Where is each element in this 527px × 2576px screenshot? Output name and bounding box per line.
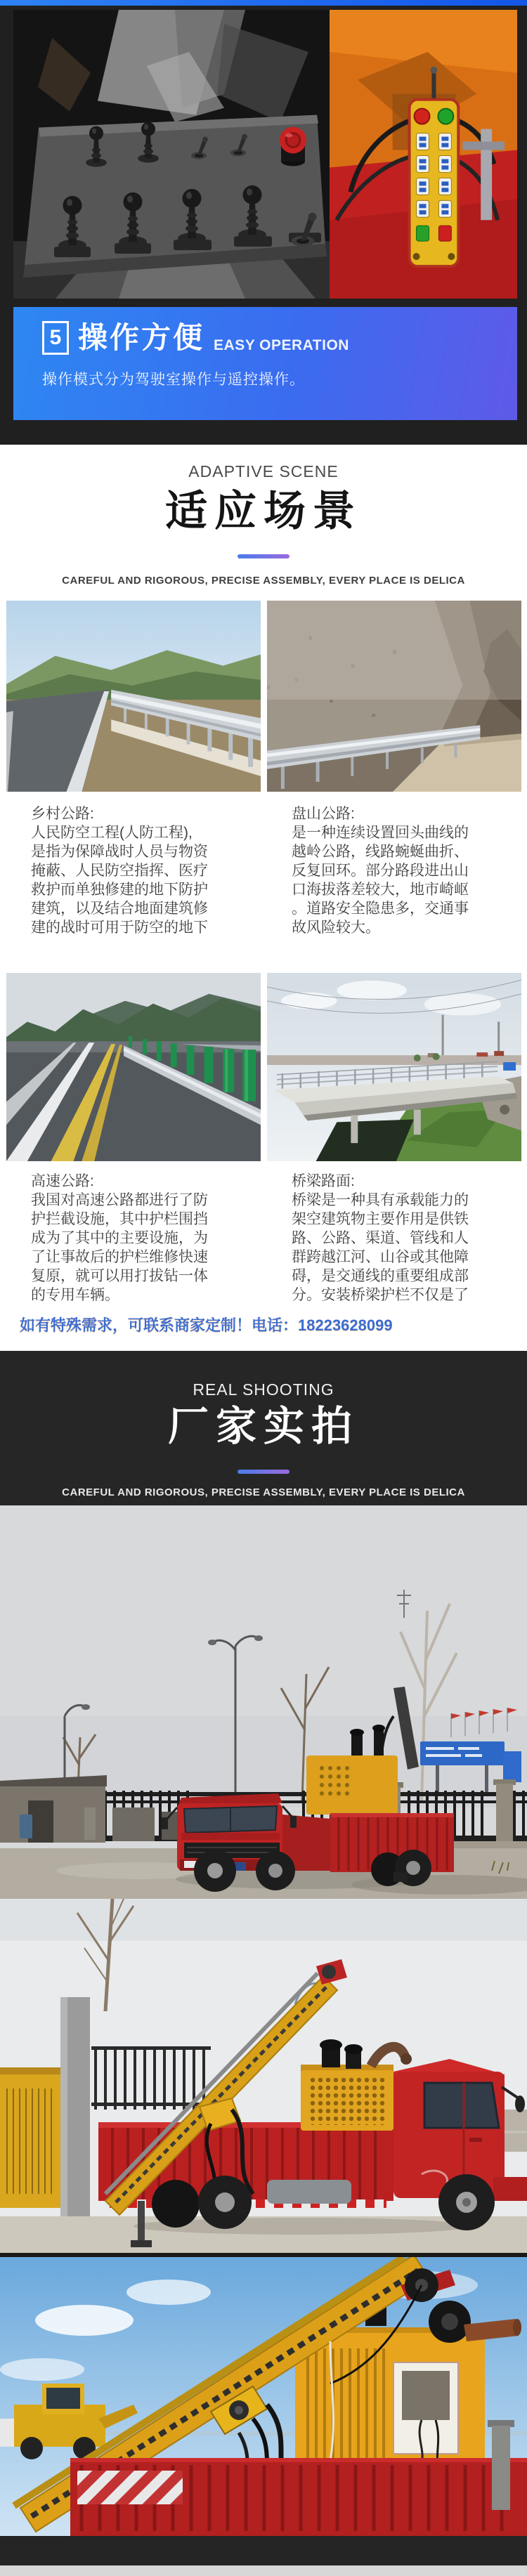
text-line: 复原，就可以用打拔钻一体 — [31, 1268, 208, 1284]
operation-banner — [13, 307, 517, 420]
text-line: 分。安装桥梁护栏不仅是了 — [292, 1287, 469, 1303]
text-block-rural-road — [6, 804, 261, 937]
cab-control-levers-photo — [13, 10, 330, 299]
text-line: 路、公路、渠道、管线和人 — [292, 1230, 469, 1246]
easy-operation-section — [0, 6, 527, 445]
text-line: 。道路安全隐患多，交通事 — [292, 901, 469, 917]
text-line: 是指为保障战时人员与物资 — [31, 844, 208, 860]
text-line: 越岭公路，线路蜿蜒曲折、 — [292, 844, 469, 860]
adaptive-tagline: CAREFUL AND RIGOROUS, PRECISE ASSEMBLY, EVERY PLACE IS DELICA — [62, 575, 465, 587]
scene-text-row-2 — [0, 1172, 527, 1305]
text-line: 救护而单独修建的地下防护 — [31, 882, 208, 898]
real-shooting-tagline: CAREFUL AND RIGOROUS, PRECISE ASSEMBLY, EVERY PLACE IS DELICA — [62, 1486, 465, 1498]
bridge-photo — [267, 973, 521, 1161]
text-line: 护拦截设施，其中护栏围挡 — [31, 1211, 208, 1227]
gradient-divider — [238, 554, 289, 558]
text-line: 反复回环。部分路段进出山 — [292, 863, 469, 879]
text-block-mountain-road — [267, 804, 521, 937]
real-shooting-heading-en: REAL SHOOTING — [193, 1380, 334, 1399]
text-line: 人民防空工程(人防工程), — [31, 825, 193, 841]
adaptive-heading-cn: 适应场景 — [165, 488, 362, 535]
text-block-title: 乡村公路: — [31, 806, 94, 822]
text-block-title: 桥梁路面: — [292, 1173, 355, 1189]
text-line: 架空建筑物主要作用是供铁 — [292, 1211, 469, 1227]
scene-text-row-1 — [0, 804, 527, 937]
bottom-light-strip — [0, 2565, 527, 2576]
text-line: 建的战时可用于防空的地下 — [31, 920, 208, 936]
industrial-remote-control-photo — [330, 10, 517, 299]
text-line: 掩蔽、人民防空指挥、医疗 — [31, 863, 208, 879]
text-line: 建筑，以及结合地面建筑修 — [31, 901, 208, 917]
text-line: 的专用车辆。 — [31, 1287, 119, 1303]
operation-title-en: EASY OPERATION — [214, 337, 349, 353]
truck-drill-rig-side-photo — [0, 1899, 527, 2253]
highway-photo — [6, 973, 261, 1161]
text-line: 我国对高速公路都进行了防 — [31, 1192, 208, 1208]
scene-photo-row-1 — [0, 601, 527, 792]
text-line: 群跨越江河、山谷或其他障 — [292, 1249, 469, 1265]
operation-photo-row — [13, 10, 517, 299]
real-shooting-heading-cn: 厂家实拍 — [167, 1404, 359, 1449]
scene-photo-row-2 — [0, 973, 527, 1161]
operation-banner-heading — [42, 320, 517, 356]
text-line: 故风险较大。 — [292, 920, 380, 936]
real-shooting-section — [0, 1351, 527, 1505]
rural-road-photo — [6, 601, 261, 792]
text-line: 碍，是交通线的重要组成部 — [292, 1268, 469, 1284]
operation-title: 操作方便 — [78, 321, 205, 354]
adaptive-scene-section — [0, 445, 527, 1351]
drill-rig-closeup-photo — [0, 2253, 527, 2536]
gradient-divider — [238, 1470, 289, 1474]
text-line: 是一种连续设置回头曲线的 — [292, 825, 469, 841]
factory-yard-truck-photo — [0, 1505, 527, 1899]
step-number-badge: 5 — [42, 321, 69, 355]
text-block-highway — [6, 1172, 261, 1305]
text-block-title: 盘山公路: — [292, 806, 355, 822]
text-line: 了让事故后的护栏维修快速 — [31, 1249, 208, 1265]
text-block-bridge — [267, 1172, 521, 1305]
mountain-road-photo — [267, 601, 521, 792]
text-line: 口海拔落差较大，地市崎岖 — [292, 882, 469, 898]
top-blue-strip — [0, 0, 527, 6]
adaptive-heading-en: ADAPTIVE SCENE — [188, 462, 339, 480]
text-block-title: 高速公路: — [31, 1173, 94, 1189]
contact-line: 如有特殊需求，可联系商家定制！电话：18223628099 — [20, 1316, 393, 1334]
text-line: 桥梁是一种具有承载能力的 — [292, 1192, 469, 1208]
text-line: 成为了其中的主要设施，为 — [31, 1230, 208, 1246]
bottom-dark-strip — [0, 2536, 527, 2565]
operation-description: 操作模式分为驾驶室操作与遥控操作。 — [42, 372, 305, 388]
